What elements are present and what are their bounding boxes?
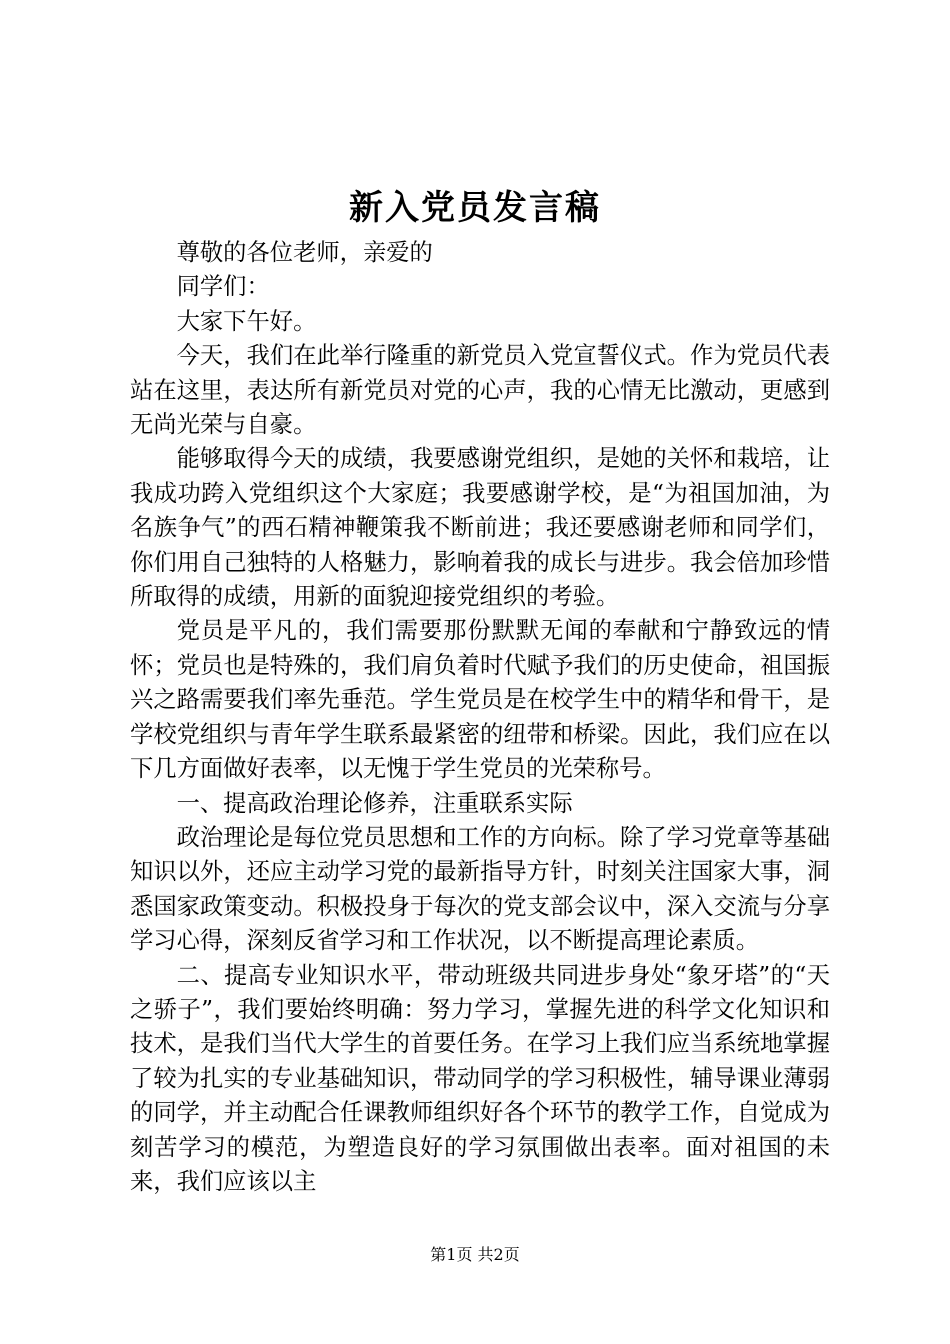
greeting: 大家下午好。 — [176, 307, 317, 335]
paragraph-intro: 今天，我们在此举行隆重的新党员入党宣誓仪式。作为党员代表站在这里，表达所有新党员对党的心声，我的心情无比激动，更感到无尚光荣与自豪。 — [130, 342, 830, 439]
page-title: 新入党员发言稿 — [349, 188, 601, 228]
paragraph-party-member: 党员是平凡的，我们需要那份默默无闻的奉献和宁静致远的情怀；党员也是特殊的，我们肩负着时代赋予我们的历史使命，祖国振兴之路需要我们率先垂范。学生党员是在校学生中的精华和骨干，是学校党组织与青年学生联系最紧密的纽带和桥梁。因此，我们应在以下几方面做好表率，以无愧于学生党员的光荣称号。 — [130, 617, 830, 783]
page-footer: 第1页 共2页 — [430, 1245, 520, 1264]
salutation-line-2: 同学们： — [176, 273, 270, 301]
section-heading-1: 一、提高政治理论修养，注重联系实际 — [176, 789, 573, 817]
paragraph-section-2: 二、提高专业知识水平，带动班级共同进步身处“象牙塔”的“天之骄子”，我们要始终明确：努力学习，掌握先进的科学文化知识和技术，是我们当代大学生的首要任务。在学习上我们应当系统地掌握了较为扎实的专业基础知识，带动同学的学习积极性，辅导课业薄弱的同学，并主动配合任课教师组织好各个环节的教学工作，自觉成为刻苦学习的模范，为塑造良好的学习氛围做出表率。面对祖国的未来，我们应该以主 — [130, 961, 830, 1195]
paragraph-section-1: 政治理论是每位党员思想和工作的方向标。除了学习党章等基础知识以外，还应主动学习党的最新指导方针，时刻关注国家大事，洞悉国家政策变动。积极投身于每次的党支部会议中，深入交流与分享学习心得，深刻反省学习和工作状况，以不断提高理论素质。 — [130, 823, 830, 955]
paragraph-thanks: 能够取得今天的成绩，我要感谢党组织，是她的关怀和栽培，让我成功跨入党组织这个大家庭；我要感谢学校，是“为祖国加油，为名族争气”的西石精神鞭策我不断前进；我还要感谢老师和同学们，你们用自己独特的人格魅力，影响着我的成长与进步。我会倍加珍惜所取得的成绩，用新的面貌迎接党组织的考验。 — [130, 445, 830, 611]
body-text — [130, 236, 830, 1199]
salutation-line-1: 尊敬的各位老师，亲爱的 — [176, 239, 433, 266]
